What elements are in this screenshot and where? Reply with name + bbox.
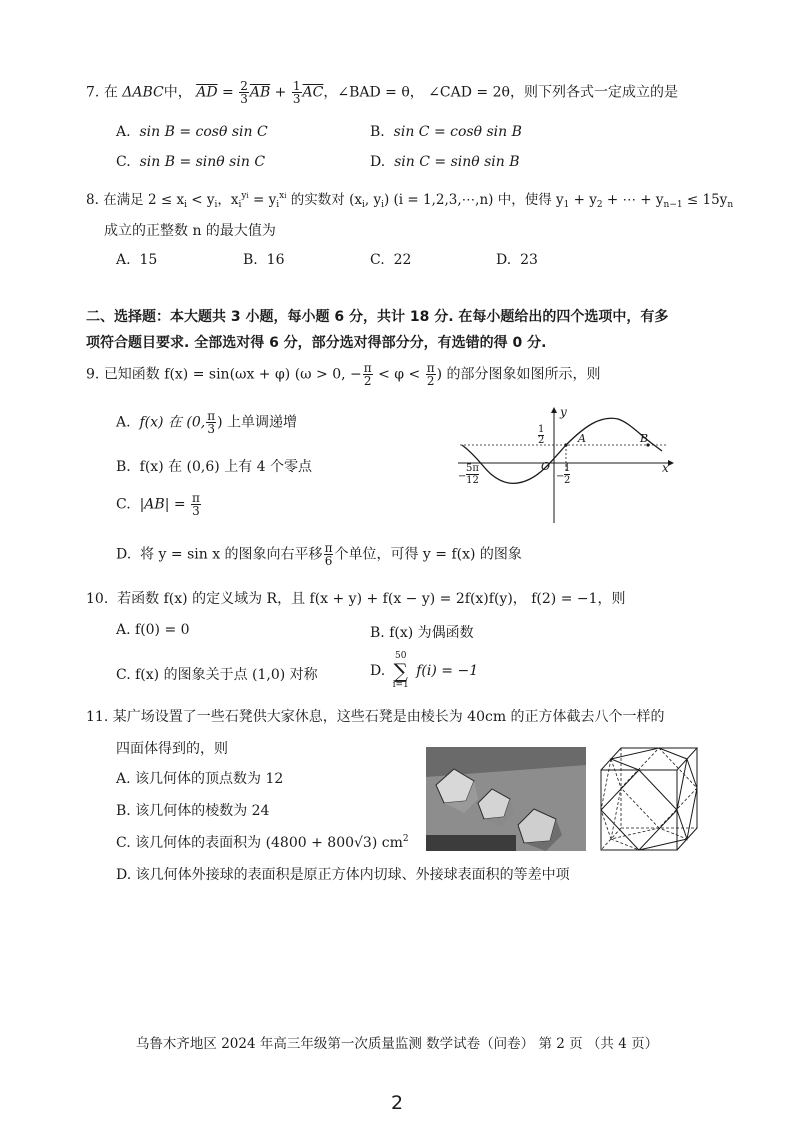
subscript: i: [276, 200, 280, 210]
sum-sign: ∑: [393, 659, 408, 683]
point-b-label: B: [640, 432, 649, 445]
section2-heading-line2: 项符合题目要求. 全部选对得 6 分，部分选对得部分分，有选错的得 0 分.: [86, 335, 547, 351]
frac-num: 2: [240, 79, 248, 93]
cuboctahedron-svg: [595, 740, 701, 856]
q8-text: , y: [364, 192, 382, 208]
frac-den: 3: [240, 92, 248, 106]
xl-tick-label: [466, 463, 479, 486]
q7-option-a[interactable]: [116, 124, 268, 140]
top-cut-edges: [611, 748, 687, 810]
option-text: 23: [520, 252, 538, 268]
q7-number: 7.: [86, 84, 100, 101]
q7-triangle: ΔABC: [122, 84, 164, 101]
frac-den: 2: [426, 374, 435, 388]
frac-num: π: [363, 361, 372, 375]
frac-den: 12: [466, 475, 479, 486]
q11-text: 某广场设置了一些石凳供大家休息，这些石凳是由棱长为 40cm 的正方体截去八个一样的: [112, 709, 665, 725]
q8-text: 在满足 2 ≤ x: [103, 192, 185, 208]
q7-option-c[interactable]: [116, 154, 265, 170]
frac-num: π: [324, 541, 333, 555]
q8-text: ，x: [217, 192, 239, 208]
q11-number: 11.: [86, 709, 109, 725]
q8-option-b[interactable]: [243, 252, 284, 268]
q11-stem-line2: 四面体得到的，则: [116, 741, 228, 757]
q11-stem-line1: [86, 706, 665, 726]
q8-number: 8.: [86, 192, 99, 208]
q7-vector-ac: $\overline{AC}$: [302, 84, 324, 101]
q9-option-b[interactable]: [116, 456, 312, 476]
frac-den: 3: [192, 504, 200, 518]
subscript: i: [214, 200, 218, 210]
point-a-label: A: [578, 432, 586, 445]
cube-front-face: [601, 770, 677, 850]
frac-num: π: [207, 409, 216, 423]
q8-text: + y: [569, 192, 597, 208]
q9-option-a[interactable]: [116, 410, 297, 435]
q8-text: < y: [186, 192, 215, 208]
frac-num: π: [192, 491, 200, 505]
bottom-cut-edge: [639, 839, 687, 850]
neg-sign-right: −: [556, 471, 565, 482]
hidden-cut-edges: [601, 759, 687, 839]
q8-text: ) (i = 1,2,3,⋯,n) 中，使得 y: [383, 192, 564, 208]
option-label: A.: [116, 124, 131, 140]
hidden-cut-edges-2: [611, 839, 639, 850]
subscript: n−1: [663, 200, 683, 210]
origin-label: O: [541, 460, 551, 473]
subscript: 2: [596, 200, 603, 210]
q9-frac-pi-2: [363, 362, 373, 387]
q8-stem-line2: 成立的正整数 n 的最大值为: [104, 223, 276, 239]
truncated-cube-figure: [595, 740, 701, 856]
sum-upper: 50: [394, 651, 407, 661]
subscript: 1: [563, 200, 570, 210]
q9-function-graph: [450, 405, 680, 525]
half-tick-label: [538, 425, 544, 446]
q7-frac-1-3: [292, 80, 302, 105]
q9-frac-pi-2: [426, 362, 436, 387]
option-text: 个单位，可得 y = f(x) 的图象: [334, 546, 522, 563]
option-label: B.: [370, 124, 385, 140]
option-text: f(x) 在 (0,6) 上有 4 个零点: [139, 459, 313, 475]
q8-text: + ⋯ + y: [602, 192, 664, 208]
frac-den: 2: [564, 475, 571, 486]
q7-plus: +: [270, 84, 291, 101]
option-text: sin C = cosθ sin B: [393, 124, 522, 140]
frac-num: 1: [292, 79, 301, 93]
subscript: i: [361, 200, 365, 210]
option-label: D.: [116, 546, 132, 563]
q7-text-mid: 中，: [163, 84, 192, 101]
page-footer: 乌鲁木齐地区 2024 年高三年级第一次质量监测 数学试卷（问卷） 第 2 页 （共 4 页）: [135, 1036, 659, 1052]
frac-num: 1: [538, 424, 545, 435]
sum-lower: i=1: [392, 680, 409, 690]
q10-option-d[interactable]: [370, 652, 478, 690]
frac-den: 2: [538, 435, 545, 446]
q7-stem: [86, 80, 678, 105]
option-label: D.: [370, 154, 386, 170]
q9-text: 已知函数 f(x) = sin(ωx + φ) (ω > 0, −: [103, 366, 362, 383]
q8-text: 的实数对 (x: [286, 192, 362, 208]
q7-option-b[interactable]: [370, 124, 522, 140]
option-text: 22: [393, 252, 412, 268]
q10-text: 若函数 f(x) 的定义域为 R，且 f(x + y) + f(x − y) = 2f(x)f(y)， f(2) = −1，则: [117, 591, 626, 607]
front-square-cut: [601, 770, 677, 850]
subscript: n: [727, 200, 734, 210]
q10-option-a[interactable]: A. f(0) = 0: [116, 622, 190, 638]
option-text: C. 该几何体的表面积为 (4800 + 800√3) cm: [116, 835, 403, 851]
hidden-cut-edges-3: [611, 759, 621, 839]
page-number: 2: [390, 1092, 404, 1114]
frac-num: π: [426, 361, 435, 375]
option-text: ) 上单调递增: [217, 414, 298, 431]
frac-den: 2: [363, 374, 372, 388]
superscript-sub: i: [284, 192, 287, 200]
option-label: D.: [370, 663, 386, 679]
q9-text: ) 的部分图象如图所示，则: [436, 366, 601, 383]
q10-option-c[interactable]: C. f(x) 的图象关于点 (1,0) 对称: [116, 667, 318, 683]
frac-num: 5π: [466, 463, 479, 474]
frac-num: 1: [564, 463, 571, 474]
q9-frac-pi-6: [324, 542, 334, 567]
q8-text: = y: [248, 192, 277, 208]
q10-stem: [86, 588, 626, 608]
frac-den: 3: [207, 422, 215, 436]
superscript: y: [241, 191, 247, 201]
option-label: A.: [116, 252, 131, 268]
subscript: i: [238, 200, 242, 210]
superscript: x: [279, 191, 285, 201]
q8-text: ≤ 15y: [682, 192, 728, 208]
frac-den: 6: [324, 554, 333, 568]
q9-option-d[interactable]: [116, 542, 522, 567]
option-label: B.: [116, 459, 131, 475]
subscript: i: [381, 200, 384, 210]
option-text: sin C = sinθ sin B: [394, 154, 520, 170]
option-label: C.: [116, 496, 131, 513]
option-text: 15: [139, 252, 158, 268]
subscript: i: [184, 200, 187, 210]
option-label: C.: [370, 252, 385, 268]
q7-vector-ab: $\overline{AB}$: [249, 84, 271, 101]
option-text: sin B = sinθ sin C: [139, 154, 266, 170]
q8-option-c[interactable]: [370, 252, 411, 268]
q7-vector-ad: $\overline{AD}$: [196, 84, 218, 101]
q8-option-a[interactable]: [116, 252, 157, 268]
point-a: [564, 443, 567, 446]
q9-option-c[interactable]: [116, 492, 202, 517]
q9-text: < φ <: [373, 366, 425, 383]
q8-stem-line1: [86, 188, 733, 210]
q11-option-c[interactable]: [116, 832, 409, 852]
option-text: sin B = cosθ sin C: [139, 124, 268, 140]
option-label: C.: [116, 154, 131, 170]
option-text: f(i) = −1: [416, 663, 479, 679]
q10-option-b[interactable]: B. f(x) 为偶函数: [370, 625, 474, 641]
neg-sign-left: −: [458, 471, 467, 482]
summation: [393, 652, 409, 690]
option-text: f(x) 在 (0,: [139, 414, 206, 431]
frac-den: 3: [292, 92, 301, 106]
q11-option-b[interactable]: B. 该几何体的棱数为 24: [116, 803, 270, 819]
q7-text-pre: 在: [103, 84, 118, 101]
option-text: 将 y = sin x 的图象向右平移: [140, 546, 323, 563]
y-axis-label: y: [560, 405, 567, 419]
y-axis-arrow-icon: [551, 407, 557, 413]
q7-equals: =: [217, 84, 239, 101]
q9-number: 9.: [86, 366, 100, 383]
stone-stools-illustration: [426, 747, 586, 851]
q9-frac-pi-3: [206, 410, 216, 435]
section2-heading-line1: 二、选择题：本大题共 3 小题，每小题 6 分，共计 18 分. 在每小题给出的四个选项中，有多: [86, 309, 669, 325]
x-axis-label: x: [662, 461, 669, 475]
xr-tick-label: [564, 463, 570, 486]
option-text: |AB| =: [139, 496, 191, 513]
option-text: 16: [266, 252, 285, 268]
q10-number: 10.: [86, 591, 109, 607]
q11-option-d[interactable]: D. 该几何体外接球的表面积是原正方体内切球、外接球表面积的等差中项: [116, 867, 570, 883]
q9-frac-pi-3: [191, 492, 201, 517]
option-label: A.: [116, 414, 131, 431]
option-label: B.: [243, 252, 258, 268]
q8-option-d[interactable]: [496, 252, 538, 268]
q11-option-a[interactable]: A. 该几何体的顶点数为 12: [116, 771, 284, 787]
q9-stem: [86, 362, 601, 387]
superscript: 2: [402, 834, 409, 844]
option-label: D.: [496, 252, 512, 268]
superscript-sub: i: [246, 192, 249, 200]
stone-stools-photo: [426, 747, 586, 851]
q7-option-d[interactable]: [370, 154, 520, 170]
q7-condition: ，∠BAD = θ， ∠CAD = 2θ，则下列各式一定成立的是: [323, 84, 678, 101]
q7-frac-2-3: [239, 80, 249, 105]
